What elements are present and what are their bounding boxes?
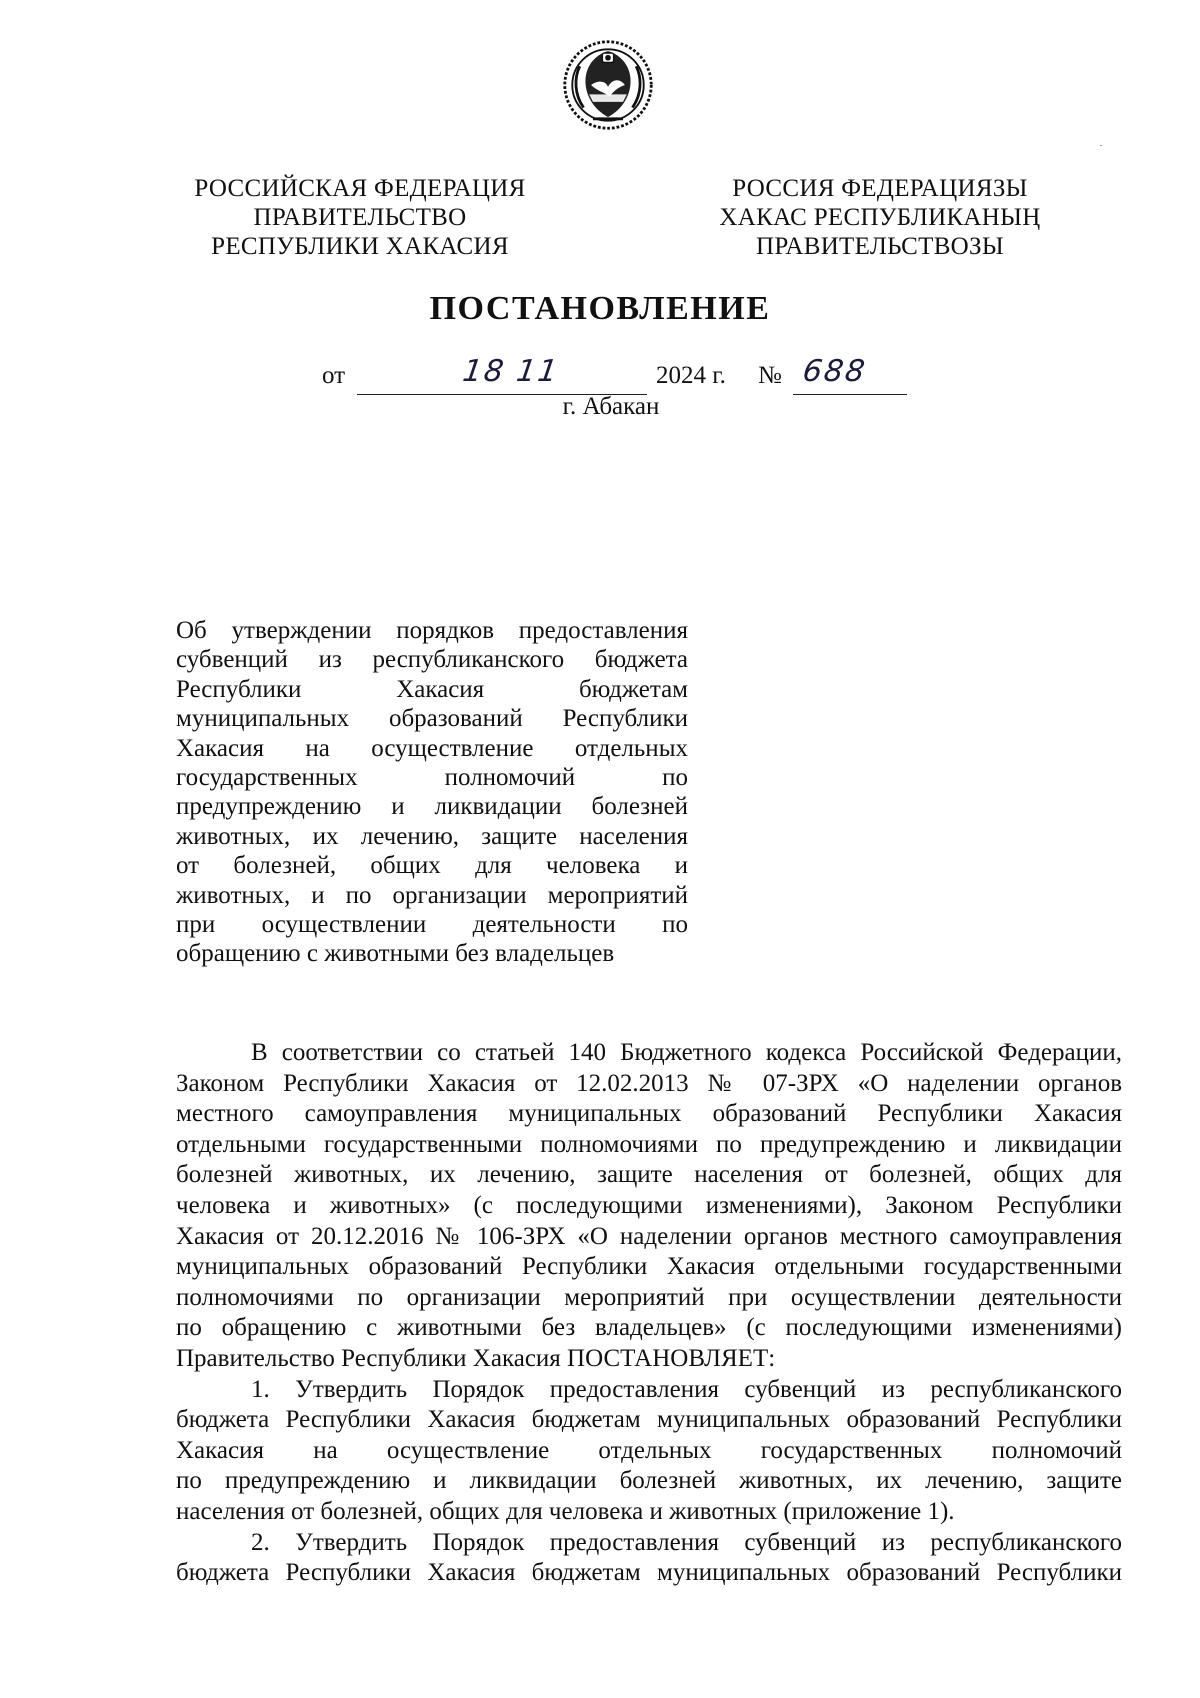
body-line: бюджета Республики Хакасия бюджетам муниципальных образований Республики xyxy=(176,1559,1122,1587)
subject-line: обращению с животными без владельцев xyxy=(176,940,615,968)
subject-line: животных, их лечению, защите населения xyxy=(176,822,688,850)
subject-line: Хакасия на осуществление отдельных xyxy=(176,734,688,762)
handwritten-date: 18 11 xyxy=(460,354,562,389)
subject-line: предупреждению и ликвидации болезней xyxy=(176,793,688,821)
header-right-line: РОССИЯ ФЕДЕРАЦИЯЗЫ xyxy=(732,175,1028,202)
header-right-line: ПРАВИТЕЛЬСТВОЗЫ xyxy=(756,233,1004,260)
subject-block xyxy=(176,616,688,969)
header-left-line: ПРАВИТЕЛЬСТВО xyxy=(253,204,467,231)
body-line: полномочиями по организации мероприятий при осуществлении деятельности xyxy=(176,1283,1122,1311)
body-line: муниципальных образований Республики Хакасия отдельными государственными xyxy=(176,1253,1122,1281)
header-left-line: РОССИЙСКАЯ ФЕДЕРАЦИЯ xyxy=(194,175,526,202)
body-line: Хакасия на осуществление отдельных государственных полномочий xyxy=(176,1436,1122,1464)
body-line: 2. Утвердить Порядок предоставления субвенций из республиканского xyxy=(251,1528,1122,1556)
subject-line: муниципальных образований Республики xyxy=(176,705,688,733)
coat-of-arms-emblem xyxy=(561,38,655,132)
body-line: Законом Республики Хакасия от 12.02.2013 № 07-ЗРХ «О наделении органов xyxy=(176,1069,1122,1097)
body-line: болезней животных, их лечению, защите населения от болезней, общих для xyxy=(176,1161,1122,1189)
body-line: В соответствии со статьей 140 Бюджетного кодекса Российской Федерации, xyxy=(251,1039,1122,1066)
subject-line: субвенций из республиканского бюджета xyxy=(176,646,688,674)
body-line: по обращению с животными без владельцев» (с последующими изменениями) xyxy=(176,1314,1122,1342)
header-left-line: РЕСПУБЛИКИ ХАКАСИЯ xyxy=(211,233,509,260)
year-label: 2024 г. xyxy=(656,362,726,389)
body-line: 1. Утвердить Порядок предоставления субвенций из республиканского xyxy=(251,1375,1122,1403)
subject-line: при осуществлении деятельности по xyxy=(176,910,688,938)
number-label: № xyxy=(758,362,782,389)
subject-line: государственных полномочий по xyxy=(176,763,688,791)
body-line: местного самоуправления муниципальных образований Республики Хакасия xyxy=(176,1100,1122,1128)
handwritten-number: 688 xyxy=(800,354,869,389)
from-label: от xyxy=(322,362,346,389)
body-text xyxy=(176,1038,1122,1589)
body-line: бюджета Республики Хакасия бюджетам муниципальных образований Республики xyxy=(176,1406,1122,1434)
paragraph-item-2 xyxy=(176,1528,1122,1589)
paragraph-item-1 xyxy=(176,1375,1122,1528)
header-right-line: ХАКАС РЕСПУБЛИКАНЫҢ xyxy=(719,204,1041,231)
subject-line: Республики Хакасия бюджетам xyxy=(176,675,688,703)
document-title: ПОСТАНОВЛЕНИЕ xyxy=(429,290,771,327)
paragraph-preamble xyxy=(176,1038,1122,1375)
body-line: Правительство Республики Хакасия ПОСТАНОВЛЯЕТ: xyxy=(176,1344,776,1372)
subject-line: Об утверждении порядков предоставления xyxy=(176,617,688,644)
subject-line: от болезней, общих для человека и xyxy=(176,852,688,880)
body-line: человека и животных» (с последующими изменениями), Законом Республики xyxy=(176,1191,1122,1219)
body-line: отдельными государственными полномочиями по предупреждению и ликвидации xyxy=(176,1130,1122,1158)
subject-line: животных, и по организации мероприятий xyxy=(176,881,688,909)
body-line: Хакасия от 20.12.2016 № 106-ЗРХ «О наделении органов местного самоуправления xyxy=(176,1222,1122,1250)
body-line: по предупреждению и ликвидации болезней животных, их лечению, защите xyxy=(176,1467,1122,1495)
header-right-khakas xyxy=(695,174,1065,261)
body-line: населения от болезней, общих для человека и животных (приложение 1). xyxy=(176,1497,955,1525)
city-name: г. Абакан xyxy=(562,393,660,420)
header-left-russian xyxy=(160,174,560,261)
scan-speck xyxy=(1100,145,1102,146)
